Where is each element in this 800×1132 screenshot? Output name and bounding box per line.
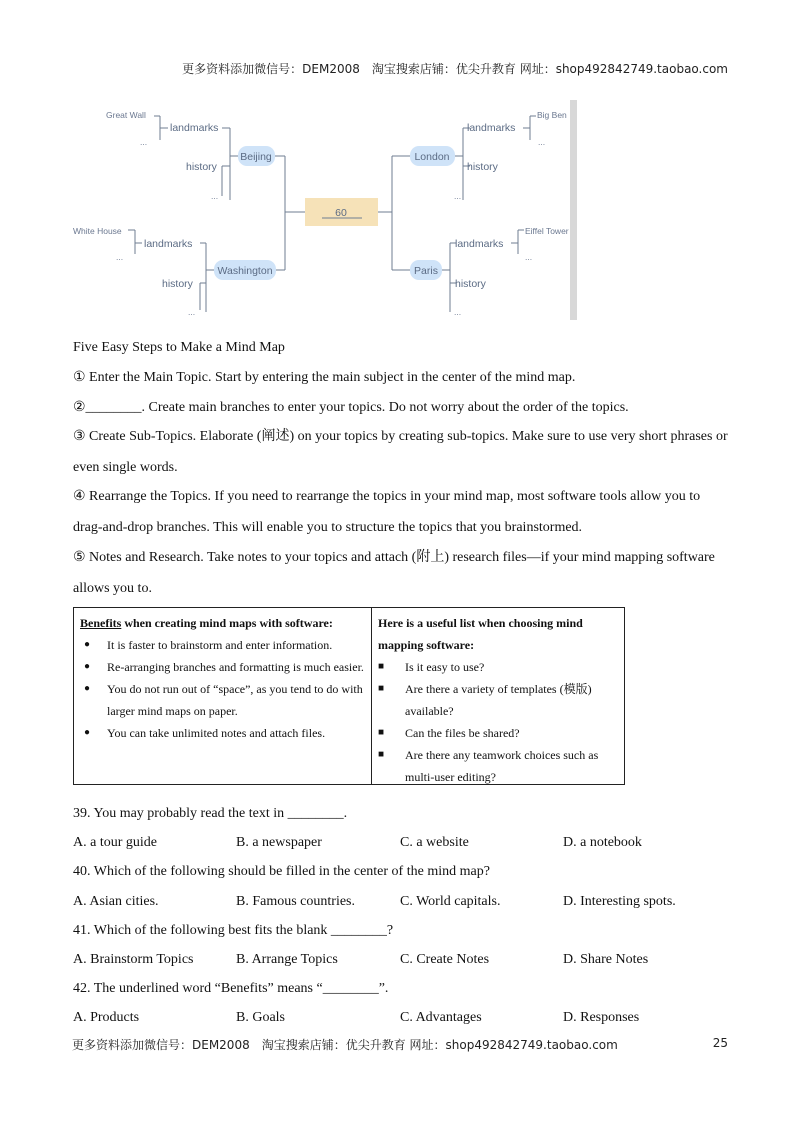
list-item: ■ Are there a variety of templates (模版) available? xyxy=(378,678,618,722)
page-header: 更多资料添加微信号：DEM2008 淘宝搜索店铺：优尖升教育 网址：shop492842749.taobao.com xyxy=(182,62,728,76)
option: B. Goals xyxy=(236,1010,285,1025)
checklist-heading: Here is a useful list when choosing mind mapping software: xyxy=(378,616,583,652)
list-item: ■ Can the files be shared? xyxy=(378,722,618,744)
step-2: ②________. Create main branches to enter your topics. Do not worry about the order of the topics. xyxy=(73,400,629,415)
page-footer: 更多资料添加微信号：DEM2008 淘宝搜索店铺：优尖升教育 网址：shop492842749.taobao.com xyxy=(72,1038,618,1052)
benefits-column xyxy=(74,608,372,784)
city-node: London xyxy=(414,151,450,163)
steps-title: Five Easy Steps to Make a Mind Map xyxy=(73,340,285,355)
option: A. Asian cities. xyxy=(73,894,159,909)
list-item: ■ Is it easy to use? xyxy=(378,656,618,678)
checklist-column xyxy=(372,608,624,784)
svg-text:Great Wall: Great Wall xyxy=(106,110,146,120)
step-4: ④ Rearrange the Topics. If you need to rearrange the topics in your mind map, most software tools allow you to drag-and-drop branches. This will enable you to structure the topics that you brainstormed. xyxy=(73,489,701,535)
benefits-table xyxy=(73,607,625,785)
mind-map-diagram xyxy=(70,100,580,322)
question-41: 41. Which of the following best fits the blank ________? xyxy=(73,923,394,938)
svg-text:...: ... xyxy=(538,137,546,147)
svg-text:...: ... xyxy=(188,307,196,317)
list-item: ● You can take unlimited notes and attach files. xyxy=(80,722,365,744)
svg-text:Eiffel Tower: Eiffel Tower xyxy=(525,226,569,236)
option: B. Arrange Topics xyxy=(236,952,338,967)
option: A. Brainstorm Topics xyxy=(73,952,194,967)
option: B. Famous countries. xyxy=(236,894,355,909)
option: D. Interesting spots. xyxy=(563,894,676,909)
svg-text:...: ... xyxy=(525,252,533,262)
city-node: Beijing xyxy=(240,151,272,163)
option: C. a website xyxy=(400,835,469,850)
svg-text:landmarks: landmarks xyxy=(455,238,504,250)
option: D. Responses xyxy=(563,1010,640,1025)
option: D. Share Notes xyxy=(563,952,649,967)
svg-text:...: ... xyxy=(211,191,219,201)
svg-text:White House: White House xyxy=(73,226,122,236)
list-item: ● Re-arranging branches and formatting is much easier. xyxy=(80,656,365,678)
list-item: ■ Are there any teamwork choices such as multi-user editing? xyxy=(378,744,618,788)
benefits-heading: Benefits when creating mind maps with software: xyxy=(80,616,333,630)
question-42: 42. The underlined word “Benefits” means “________”. xyxy=(73,981,389,996)
option: C. Create Notes xyxy=(400,952,490,967)
svg-text:landmarks: landmarks xyxy=(170,122,219,134)
step-1: ① Enter the Main Topic. Start by entering the main subject in the center of the mind map. xyxy=(73,370,576,385)
svg-text:history: history xyxy=(467,161,498,173)
option: A. Products xyxy=(73,1010,140,1025)
question-40: 40. Which of the following should be filled in the center of the mind map? xyxy=(73,864,490,879)
step-3: ③ Create Sub-Topics. Elaborate (阐述) on your topics by creating sub-topics. Make sure to use very short phrases or even single words. xyxy=(73,429,728,475)
svg-text:Big Ben: Big Ben xyxy=(537,110,567,120)
svg-text:history: history xyxy=(162,278,193,290)
option: C. World capitals. xyxy=(400,894,501,909)
list-item: ● It is faster to brainstorm and enter information. xyxy=(80,634,365,656)
option: D. a notebook xyxy=(563,835,642,850)
svg-text:...: ... xyxy=(454,307,462,317)
svg-text:landmarks: landmarks xyxy=(144,238,193,250)
city-node: Paris xyxy=(414,265,438,277)
svg-text:...: ... xyxy=(140,137,148,147)
svg-text:history: history xyxy=(455,278,486,290)
svg-text:...: ... xyxy=(116,252,124,262)
mind-map-center: 60 xyxy=(335,207,347,219)
option: A. a tour guide xyxy=(73,835,157,850)
step-5: ⑤ Notes and Research. Take notes to your topics and attach (附上) research files—if your mind mapping software allows you to. xyxy=(73,550,715,596)
option: C. Advantages xyxy=(400,1010,482,1025)
city-node: Washington xyxy=(217,265,273,277)
svg-text:...: ... xyxy=(454,191,462,201)
list-item: ● You do not run out of “space”, as you tend to do with larger mind maps on paper. xyxy=(80,678,365,722)
svg-text:history: history xyxy=(186,161,217,173)
page-number: 25 xyxy=(712,1036,728,1050)
svg-text:landmarks: landmarks xyxy=(467,122,516,134)
question-39: 39. You may probably read the text in ________. xyxy=(73,806,348,821)
option: B. a newspaper xyxy=(236,835,322,850)
